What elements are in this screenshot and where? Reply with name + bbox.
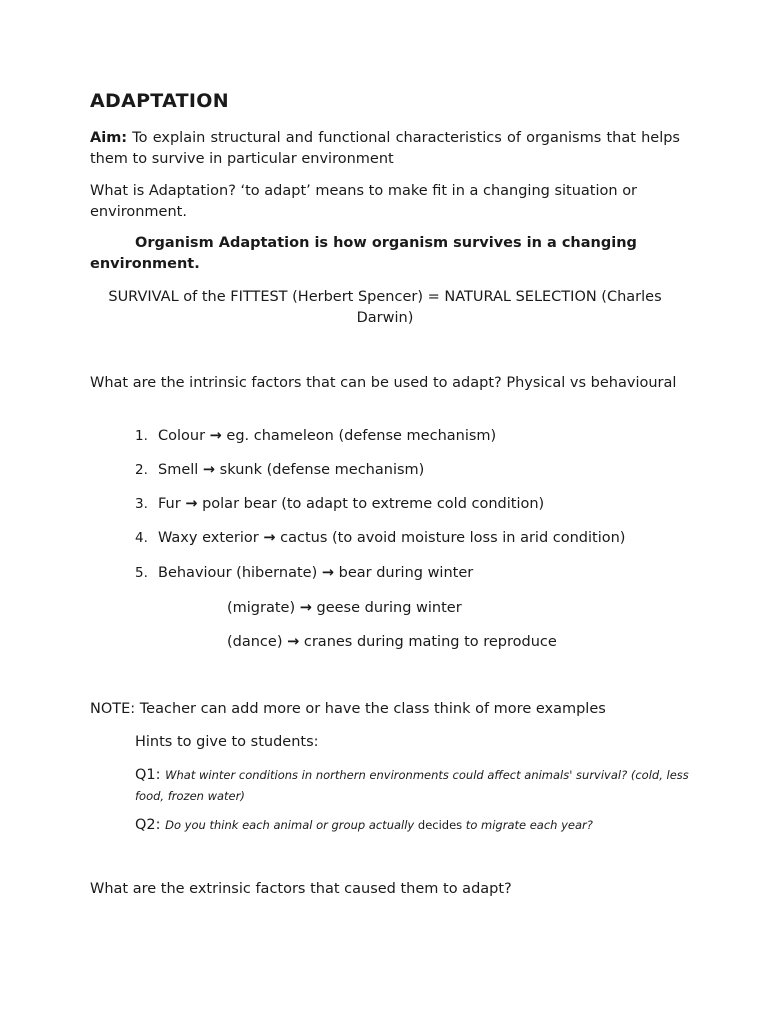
list-item: 4. Waxy exterior → cactus (to avoid moisture loss in arid condition): [135, 530, 626, 546]
behaviour-dance: (dance) → cranes during mating to reproduce: [227, 634, 557, 650]
list-item: 2. Smell → skunk (defense mechanism): [135, 462, 425, 478]
aim-paragraph: [90, 128, 680, 170]
hints-label: Hints to give to students:: [135, 734, 319, 750]
aim-text: To explain structural and functional characteristics of organisms that helps them to survive in particular environment: [90, 130, 680, 167]
organism-statement: Organism Adaptation is how organism survives in a changing environment.: [90, 235, 637, 272]
extrinsic-question: What are the extrinsic factors that caused them to adapt?: [90, 881, 512, 897]
intrinsic-question: What are the intrinsic factors that can be used to adapt? Physical vs behavioural: [90, 375, 677, 391]
adaptation-definition: What is Adaptation? ‘to adapt’ means to make fit in a changing situation or environment.: [90, 183, 638, 220]
question-2: Q2: Do you think each animal or group actually decides to migrate each year?: [135, 817, 593, 833]
arrow-icon: →: [202, 462, 216, 478]
teacher-note: NOTE: Teacher can add more or have the class think of more examples: [90, 701, 606, 717]
arrow-icon: →: [263, 530, 276, 546]
survival-statement: SURVIVAL of the FITTEST (Herbert Spencer) = NATURAL SELECTION (Charles Darwin): [108, 289, 662, 326]
arrow-icon: →: [209, 428, 222, 444]
arrow-icon: →: [185, 496, 198, 512]
page-title: ADAPTATION: [90, 90, 229, 112]
list-item: 1. Colour → eg. chameleon (defense mechanism): [135, 428, 497, 444]
question-1: Q1: What winter conditions in northern environments could affect animals' survival? (cold, less food, frozen water): [135, 767, 689, 803]
arrow-icon: →: [321, 565, 334, 581]
aim-label: Aim:: [90, 130, 128, 146]
arrow-icon: →: [299, 600, 312, 616]
list-item: 5. Behaviour (hibernate) → bear during winter: [135, 565, 474, 581]
arrow-icon: →: [287, 634, 300, 650]
list-item: 3. Fur → polar bear (to adapt to extreme cold condition): [135, 496, 545, 512]
behaviour-migrate: (migrate) → geese during winter: [227, 600, 462, 616]
